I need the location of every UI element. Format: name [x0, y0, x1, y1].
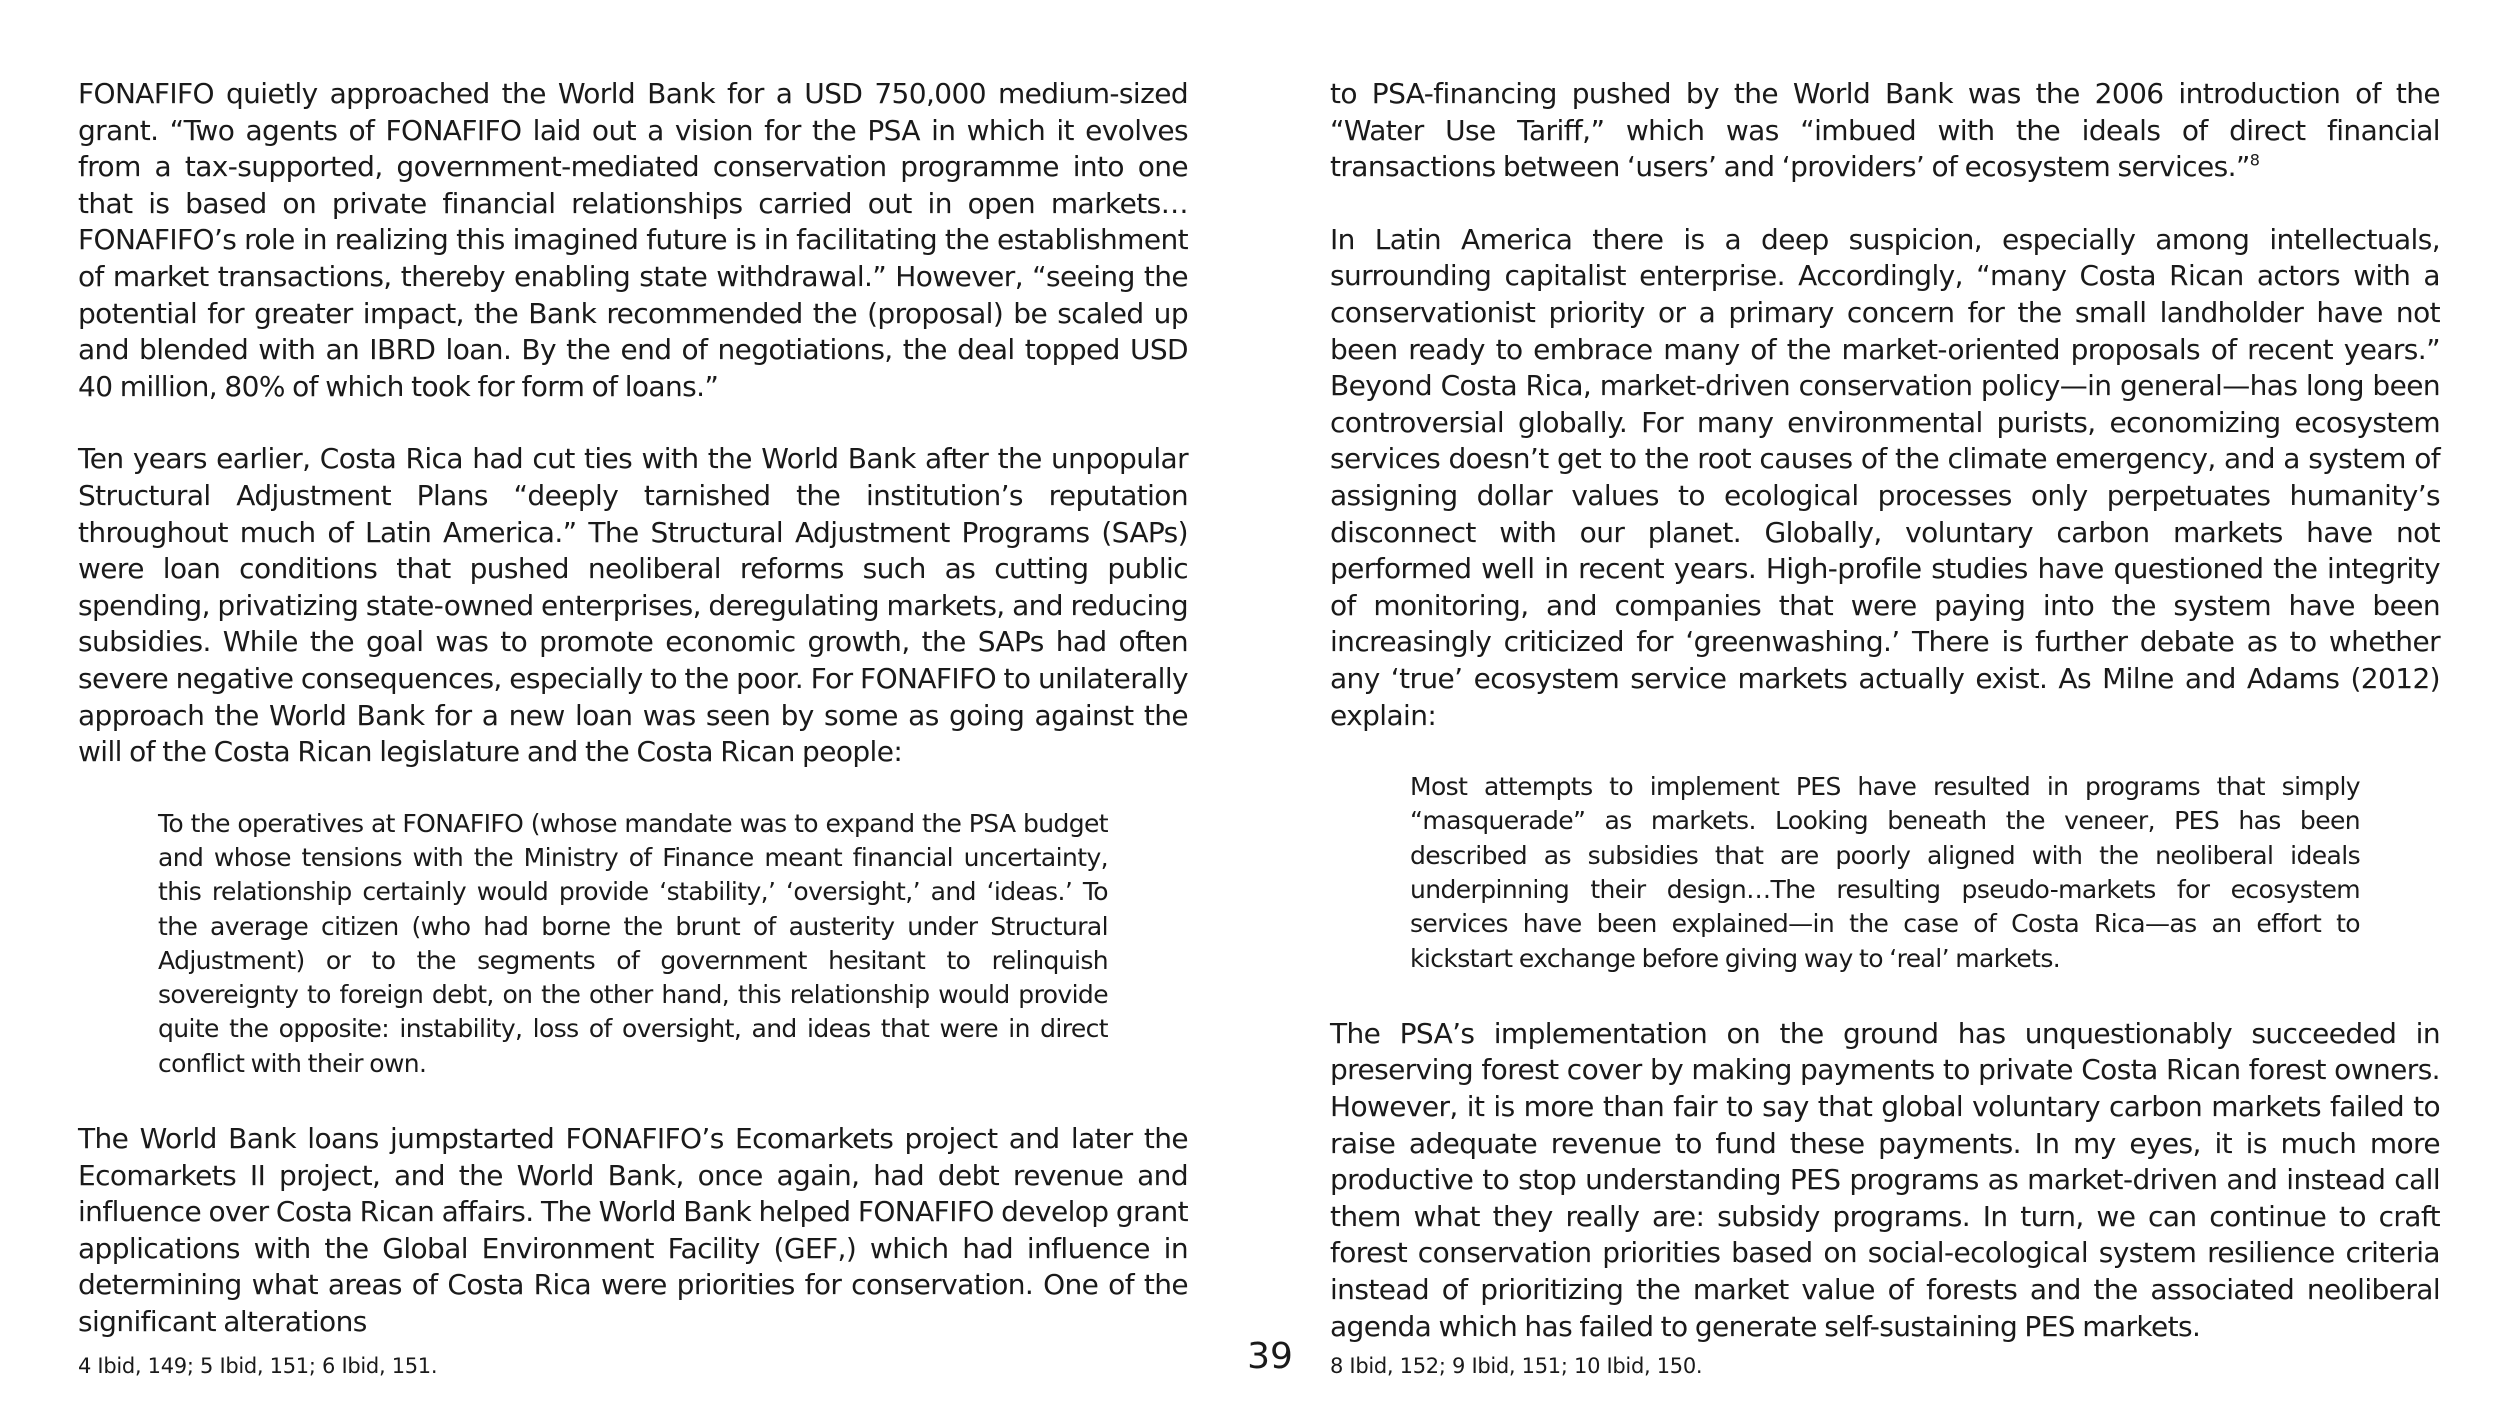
- left-column: [78, 76, 1188, 1377]
- body-paragraph: The World Bank loans jumpstarted FONAFIFO’s Ecomarkets project and later the Ecomarkets II project, and the World Bank, once again, had debt revenue and influence over Costa Rican affairs. The World Bank helped FONAFIFO develop grant applications with the Global Environment Facility (GEF,) which had influence in determining what areas of Costa Rica were priorities for conservation. One of the significant alterations: [78, 1122, 1188, 1339]
- right-column: [1330, 76, 2440, 1381]
- footnote-right: 8 Ibid, 152; 9 Ibid, 151; 10 Ibid, 150.: [1330, 1354, 1703, 1378]
- footnote-reference: 8: [2249, 150, 2260, 170]
- body-paragraph: Ten years earlier, Costa Rica had cut ties with the World Bank after the unpopular Structural Adjustment Plans “deeply tarnished the institution’s reputation throughout much of Latin America.” The Structural Adjustment Programs (SAPs) were loan conditions that pushed neoliberal reforms such as cutting public spending, privatizing state-owned enterprises, deregulating markets, and reducing subsidies. While the goal was to promote economic growth, the SAPs had often severe negative consequences, especially to the poor. For FONAFIFO to unilaterally approach the World Bank for a new loan was seen by some as going against the will of the Costa Rican legislature and the Costa Rican people:: [78, 442, 1188, 769]
- paragraph-text: to PSA-financing pushed by the World Bank was the 2006 introduction of the “Water Use Tariff,” which was “imbued with the ideals of direct financial transactions between ‘users’ and ‘providers’ of ecosystem services.”: [1330, 77, 2440, 184]
- block-quote: To the operatives at FONAFIFO (whose mandate was to expand the PSA budget and whose tensions with the Ministry of Finance meant financial uncertainty, this relationship certainly would provide ‘stability,’ ‘oversight,’ and ‘ideas.’ To the average citizen (who had borne the brunt of austerity under Structural Adjustment) or to the segments of government hesitant to relinquish sovereignty to foreign debt, on the other hand, this relationship would provide quite the opposite: instability, loss of oversight, and ideas that were in direct conflict with their own.: [158, 808, 1108, 1078]
- body-paragraph: In Latin America there is a deep suspicion, especially among intellectuals, surrounding capitalist enterprise. Accordingly, “many Costa Rican actors with a conservationist priority or a primary concern for the small landholder have not been ready to embrace many of the market-oriented proposals of recent years.” Beyond Costa Rica, market-driven conservation policy—in general—has long been controversial globally. For many environmental purists, economizing ecosystem services doesn’t get to the root causes of the climate emergency, and a system of assigning dollar values to ecological processes only perpetuates humanity’s disconnect with our planet. Globally, voluntary carbon markets have not performed well in recent years. High-profile studies have questioned the integrity of monitoring, and companies that were paying into the system have been increasingly criticized for ‘greenwashing.’ There is further debate as to whether any ‘true’ ecosystem service markets actually exist. As Milne and Adams (2012) explain:: [1330, 222, 2440, 732]
- body-paragraph: [1330, 76, 2440, 186]
- footnote-left: 4 Ibid, 149; 5 Ibid, 151; 6 Ibid, 151.: [78, 1354, 438, 1378]
- block-quote: Most attempts to implement PES have resulted in programs that simply “masquerade” as markets. Looking beneath the veneer, PES has been described as subsidies that are poorly aligned with the neoliberal ideals underpinning their design…The resulting pseudo-markets for ecosystem services have been explained—in the case of Costa Rica—as an effort to kickstart exchange before giving way to ‘real’ markets.: [1410, 772, 2360, 973]
- page-number: 39: [1247, 1336, 1293, 1377]
- body-paragraph: FONAFIFO quietly approached the World Bank for a USD 750,000 medium-sized grant. “Two agents of FONAFIFO laid out a vision for the PSA in which it evolves from a tax-supported, government-mediated conservation programme into one that is based on private financial relationships carried out in open markets…FONAFIFO’s role in realizing this imagined future is in facilitating the establishment of market transactions, thereby enabling state withdrawal.” However, “seeing the potential for greater impact, the Bank recommended the (proposal) be scaled up and blended with an IBRD loan. By the end of negotiations, the deal topped USD 40 million, 80% of which took for form of loans.”: [78, 77, 1188, 403]
- body-paragraph: The PSA’s implementation on the ground has unquestionably succeeded in preserving forest cover by making payments to private Costa Rican forest owners. However, it is more than fair to say that global voluntary carbon markets failed to raise adequate revenue to fund these payments. In my eyes, it is much more productive to stop understanding PES programs as market-driven and instead call them what they really are: subsidy programs. In turn, we can continue to craft forest conservation priorities based on social-ecological system resilience criteria instead of prioritizing the market value of forests and the associated neoliberal agenda which has failed to generate self-sustaining PES markets.: [1330, 1016, 2440, 1343]
